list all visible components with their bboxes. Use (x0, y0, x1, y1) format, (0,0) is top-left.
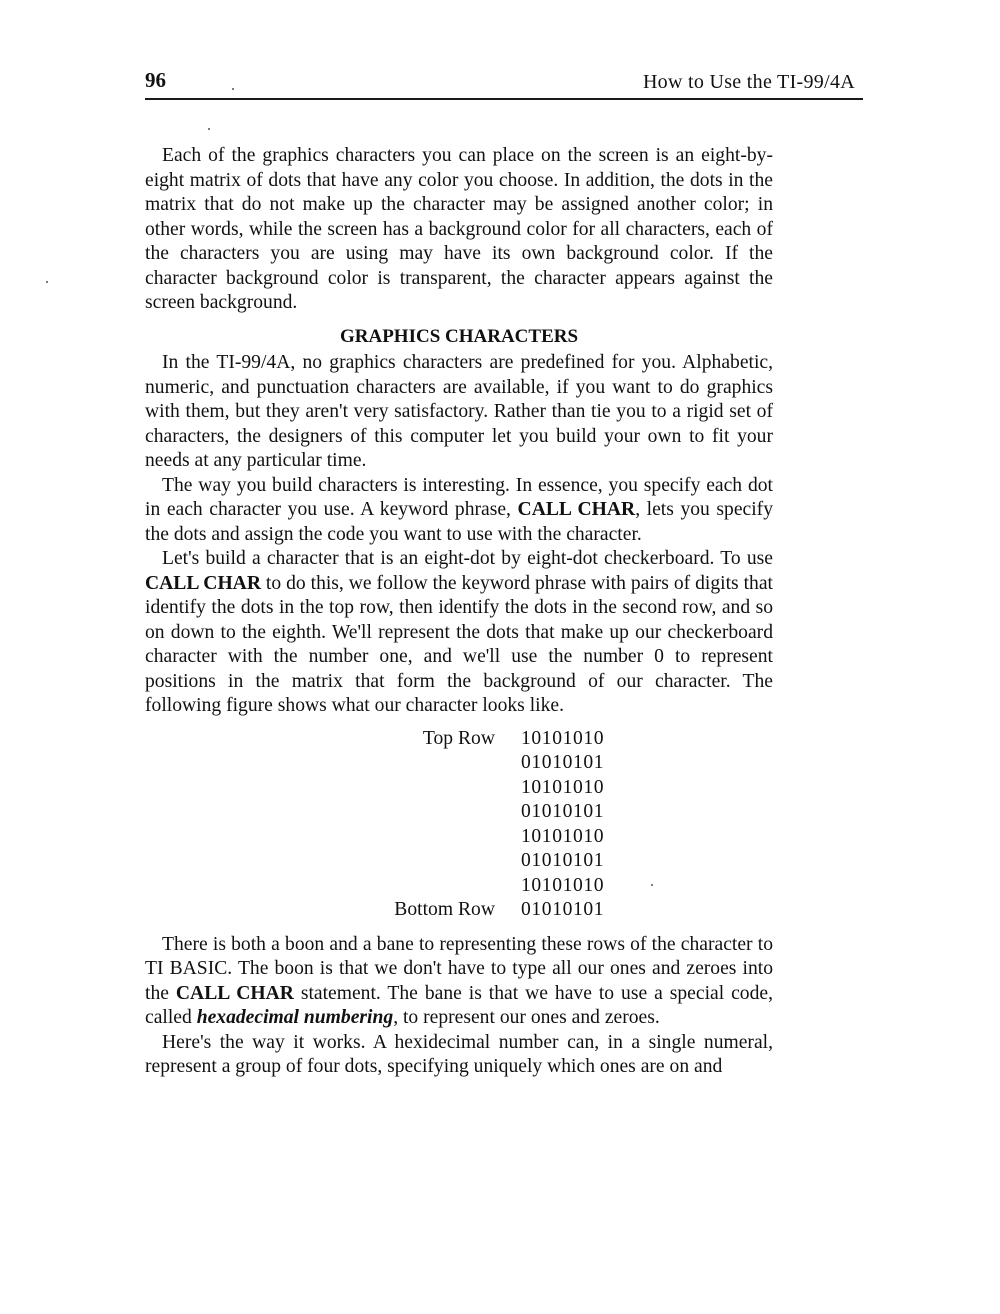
term-hexadecimal-numbering: hexadecimal numbering (196, 1007, 394, 1028)
keyword-call-char: CALL CHAR (175, 982, 294, 1004)
paragraph: In the TI-99/4A, no graphics characters are predefined for you. Alphabetic, numeric, and punctuation characters are available, if you want to do graphics with them, but they aren't very satisfactory. Rather than tie you to a rigid set of characters, the designers of this computer let you build your own to fit your needs at any particular time. (145, 352, 773, 471)
row-bits: 01010101 (521, 850, 605, 871)
figure-row (145, 825, 773, 850)
row-bits: 10101010 (521, 874, 605, 896)
row-bits: 01010101 (521, 899, 605, 920)
paragraph-text: There is both a boon and a bane to representing these rows of the character to TI BASIC. The boon is that we don't have to type all our ones and zeroes into the (145, 933, 773, 1004)
section-heading: GRAPHICS CHARACTERS (339, 325, 579, 347)
figure-row (145, 849, 773, 874)
keyword-call-char: CALL CHAR (517, 499, 636, 520)
paragraph-text: to do this, we follow the keyword phrase with pairs of digits that identify the dots in the top row, then identify the dots in the second row, and so on down to the eighth. We'll represent the dots that make up our checkerboard character with the number one, and we'll use the number 0 to represent positions in the matrix that form the background of our character. The following figure shows what our character looks like. (145, 572, 773, 716)
scan-speck (208, 128, 210, 130)
figure-row (145, 727, 773, 752)
row-bits: 01010101 (521, 752, 605, 773)
row-bits: 10101010 (521, 825, 605, 847)
row-bits: 01010101 (521, 801, 605, 822)
figure-row (145, 898, 773, 923)
running-title: How to Use the TI-99/4A (642, 71, 855, 93)
figure-row (145, 751, 773, 776)
figure-row (145, 874, 773, 899)
page-number: 96 (145, 68, 166, 92)
paragraph (145, 933, 773, 1031)
scan-speck (232, 88, 234, 90)
row-label: Bottom Row (394, 899, 495, 920)
page-header (145, 66, 863, 100)
row-bits: 10101010 (521, 776, 605, 798)
scan-speck (46, 281, 48, 283)
paragraph (145, 547, 773, 719)
paragraph-text: The way you build characters is interesting. In essence, you specify each dot in each character you use. A keyword phrase, (145, 474, 773, 520)
row-label: Top Row (422, 727, 495, 749)
paragraph: Here's the way it works. A hexidecimal number can, in a single numeral, represent a group of four dots, specifying uniquely which ones are on and (145, 1031, 773, 1077)
paragraph-text: , lets you specify the dots and assign the code you want to use with the character. (145, 499, 774, 545)
checkerboard-figure (145, 727, 773, 923)
figure-row (145, 776, 773, 801)
keyword-call-char: CALL CHAR (145, 572, 261, 594)
paragraph-text: Let's build a character that is an eight-dot by eight-dot checkerboard. To use (162, 548, 773, 569)
paragraph-text: statement. The bane is that we have to use a special code, called (145, 982, 773, 1028)
paragraph (145, 474, 773, 548)
body-text (145, 144, 773, 1080)
paragraph-text: , to represent our ones and zeroes. (393, 1007, 660, 1028)
row-bits: 10101010 (521, 727, 605, 749)
paragraph: Each of the graphics characters you can place on the screen is an eight-by-eight matrix of dots that have any color you choose. In addition, the dots in the matrix that do not make up the character may be assigned another color; in other words, while the screen has a background color for all characters, each of the characters you are using may have its own background color. If the character background color is transparent, the character appears against the screen background. (145, 145, 773, 313)
figure-row (145, 800, 773, 825)
